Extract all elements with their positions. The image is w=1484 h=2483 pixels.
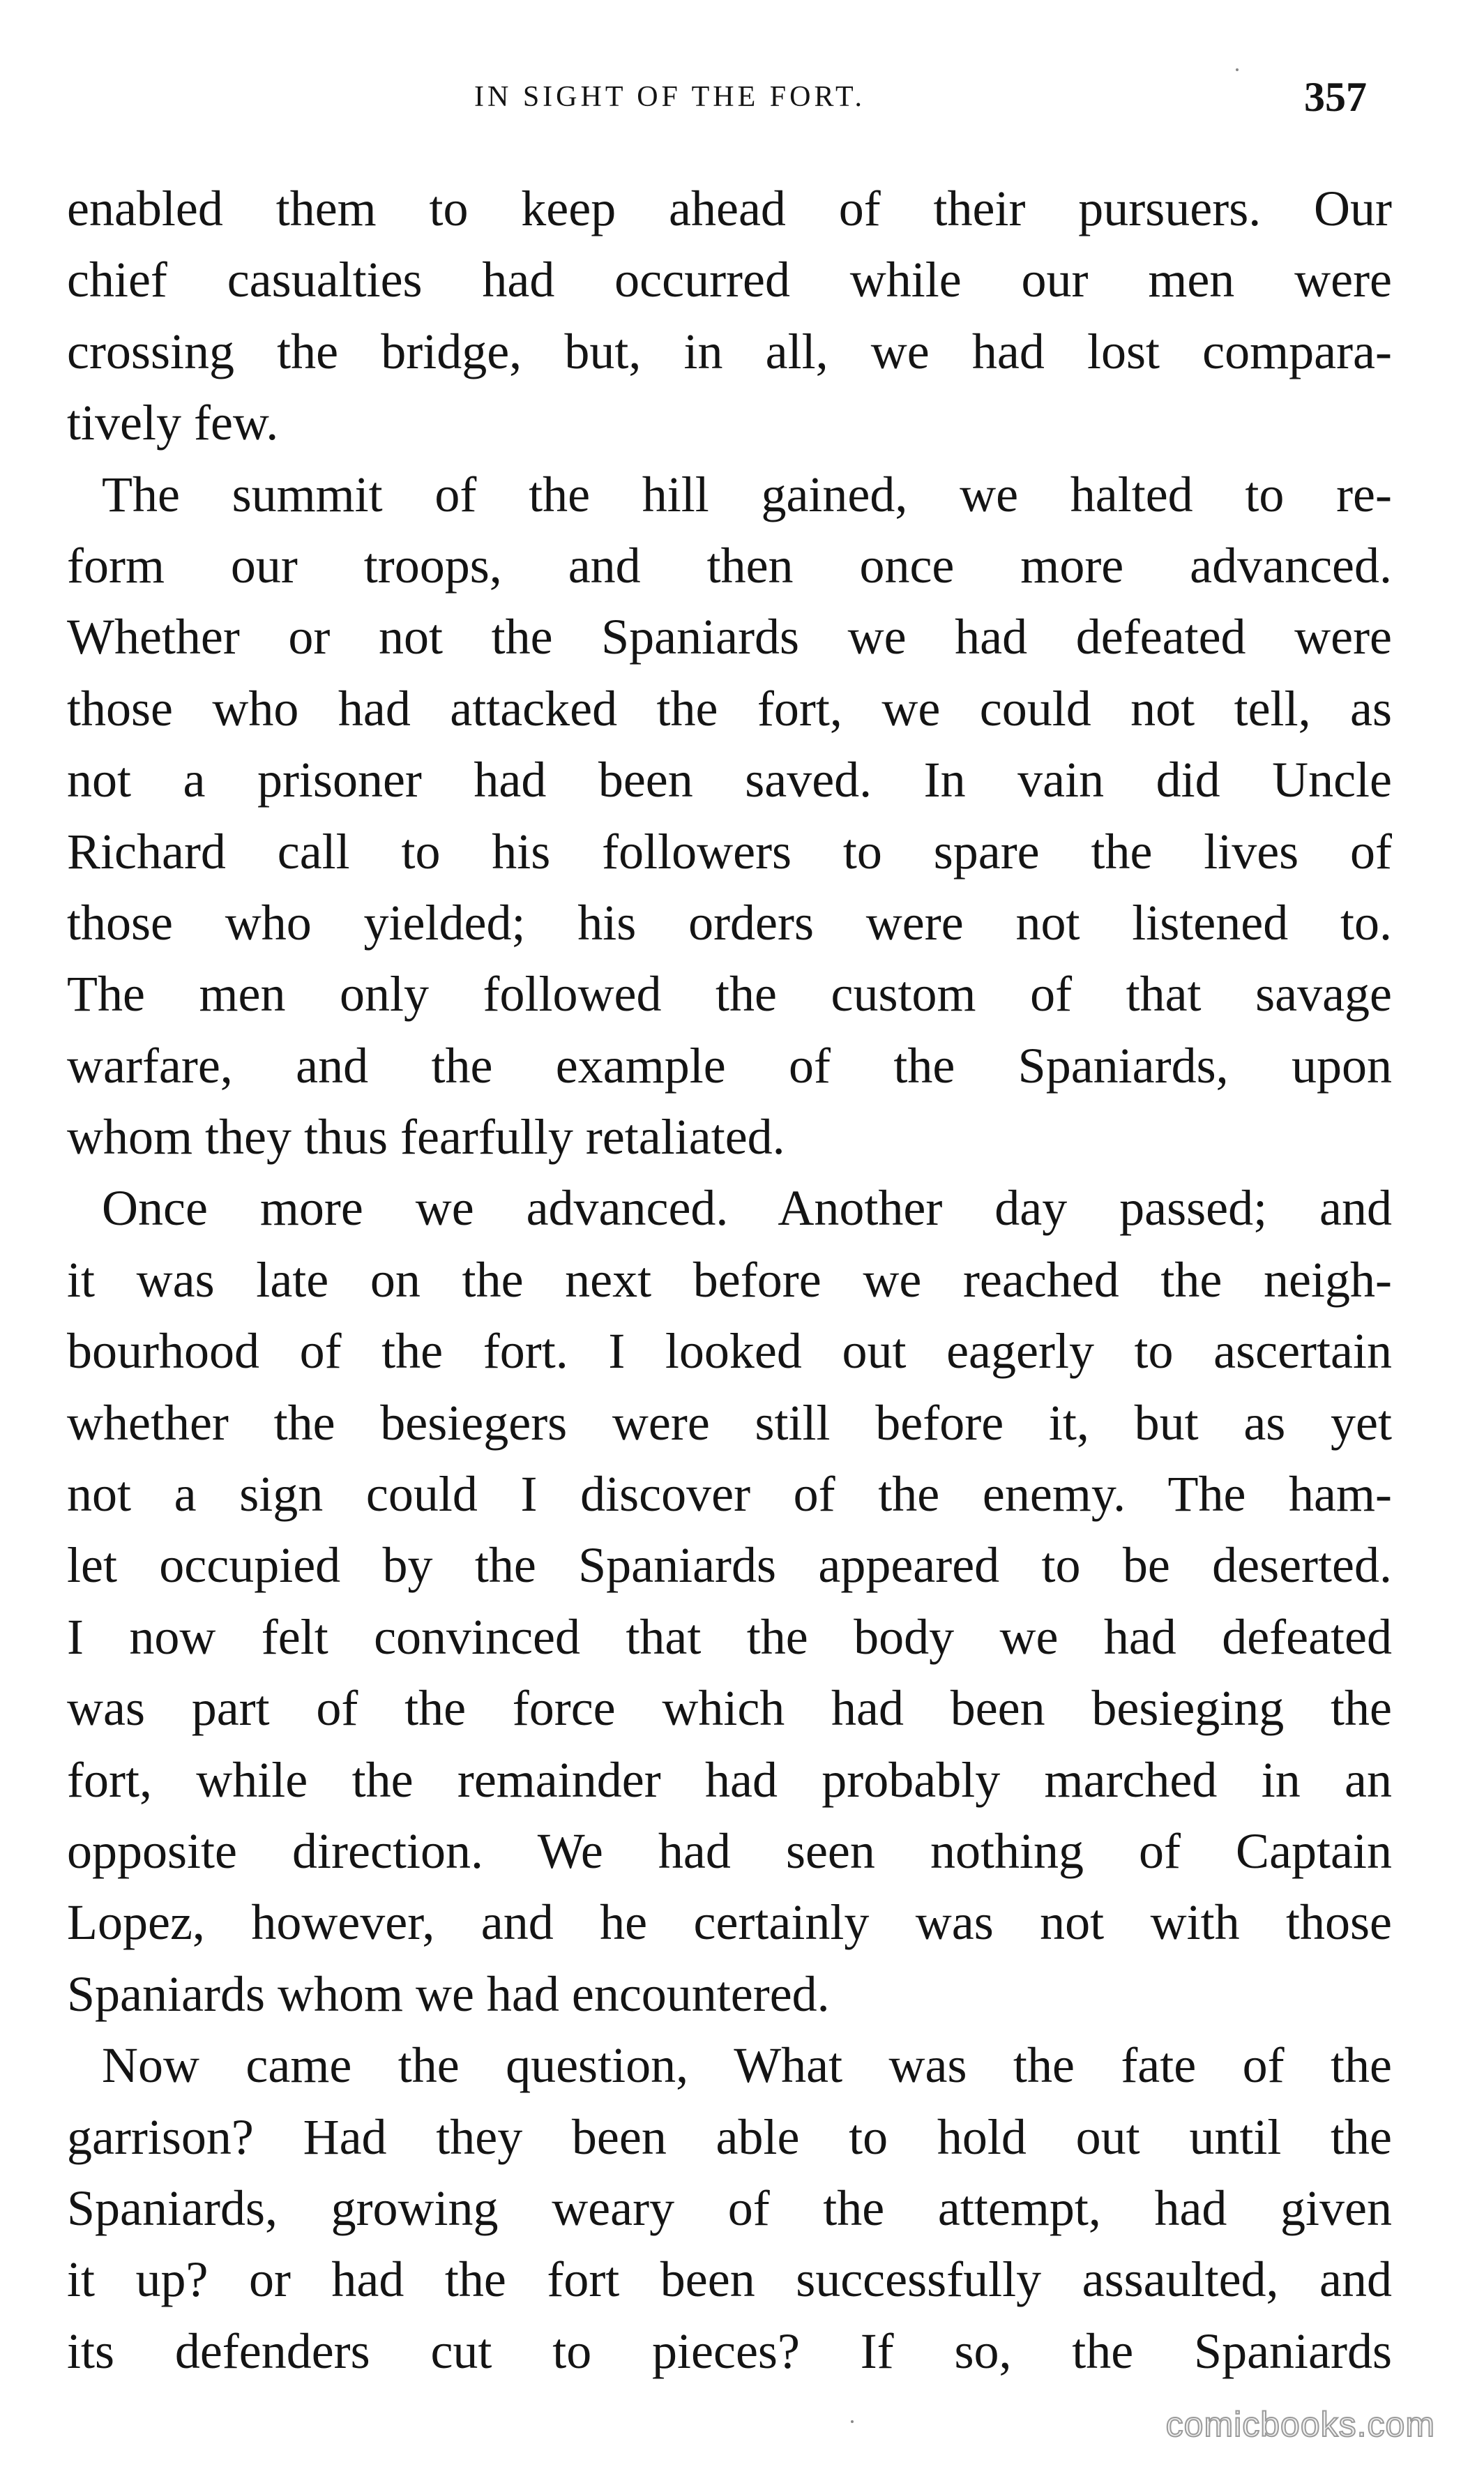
text-line: it was late on the next before we reached the neigh- (67, 1251, 1392, 1308)
text-line: Richard call to his followers to spare the lives of (67, 823, 1392, 880)
text-line: fort, while the remainder had probably marched in an (67, 1751, 1392, 1808)
running-title: IN SIGHT OF THE FORT. (474, 81, 866, 113)
paragraph (67, 459, 1392, 1173)
text-line: its defenders cut to pieces? If so, the Spaniards (67, 2323, 1392, 2379)
text-line: Once more we advanced. Another day passed; and (102, 1180, 1392, 1237)
text-line: Lopez, however, and he certainly was not with those (67, 1894, 1392, 1951)
text-line: opposite direction. We had seen nothing of Captain (67, 1822, 1392, 1879)
text-line: I now felt convinced that the body we had defeated (67, 1608, 1392, 1665)
paragraph (67, 1172, 1392, 2030)
text-line: warfare, and the example of the Spaniards, upon (67, 1037, 1392, 1094)
print-speck (851, 2420, 854, 2423)
text-line: whether the besiegers were still before it, but as yet (67, 1394, 1392, 1451)
text-line: The summit of the hill gained, we halted to re- (102, 466, 1392, 522)
watermark-text: comicbooks.com (1165, 2405, 1435, 2444)
text-line: not a prisoner had been saved. In vain did Uncle (67, 752, 1392, 808)
text-line: enabled them to keep ahead of their pursuers. Our (67, 181, 1392, 236)
page-number: 357 (1304, 74, 1367, 120)
text-line: whom they thus fearfully retaliated. (67, 1109, 785, 1165)
paragraph (67, 173, 1392, 459)
text-line: those who had attacked the fort, we could not tell, as (67, 680, 1392, 737)
text-line: it up? or had the fort been successfully assaulted, and (67, 2251, 1392, 2308)
print-speck (1236, 68, 1239, 71)
text-line: let occupied by the Spaniards appeared to be deserted. (67, 1537, 1392, 1594)
text-line: The men only followed the custom of that savage (67, 966, 1392, 1022)
text-line: tively few. (67, 395, 279, 451)
paragraph (67, 2030, 1392, 2387)
text-line: not a sign could I discover of the enemy. The ham- (67, 1466, 1392, 1523)
text-line: chief casualties had occurred while our men were (67, 252, 1392, 308)
text-line: garrison? Had they been able to hold out until the (67, 2108, 1392, 2165)
running-head (0, 73, 1484, 129)
text-line: bourhood of the fort. I looked out eagerly to ascertain (67, 1323, 1392, 1380)
text-line: Spaniards whom we had encountered. (67, 1965, 830, 2022)
text-line: Now came the question, What was the fate of the (102, 2037, 1392, 2094)
text-line: Whether or not the Spaniards we had defeated were (67, 609, 1392, 665)
text-line: form our troops, and then once more advanced. (67, 537, 1392, 594)
text-line: crossing the bridge, but, in all, we had lost compara- (67, 323, 1392, 379)
text-line: was part of the force which had been besieging the (67, 1680, 1392, 1737)
text-line: those who yielded; his orders were not listened to. (67, 894, 1392, 951)
body-text (67, 173, 1392, 2387)
text-line: Spaniards, growing weary of the attempt, had given (67, 2180, 1392, 2236)
